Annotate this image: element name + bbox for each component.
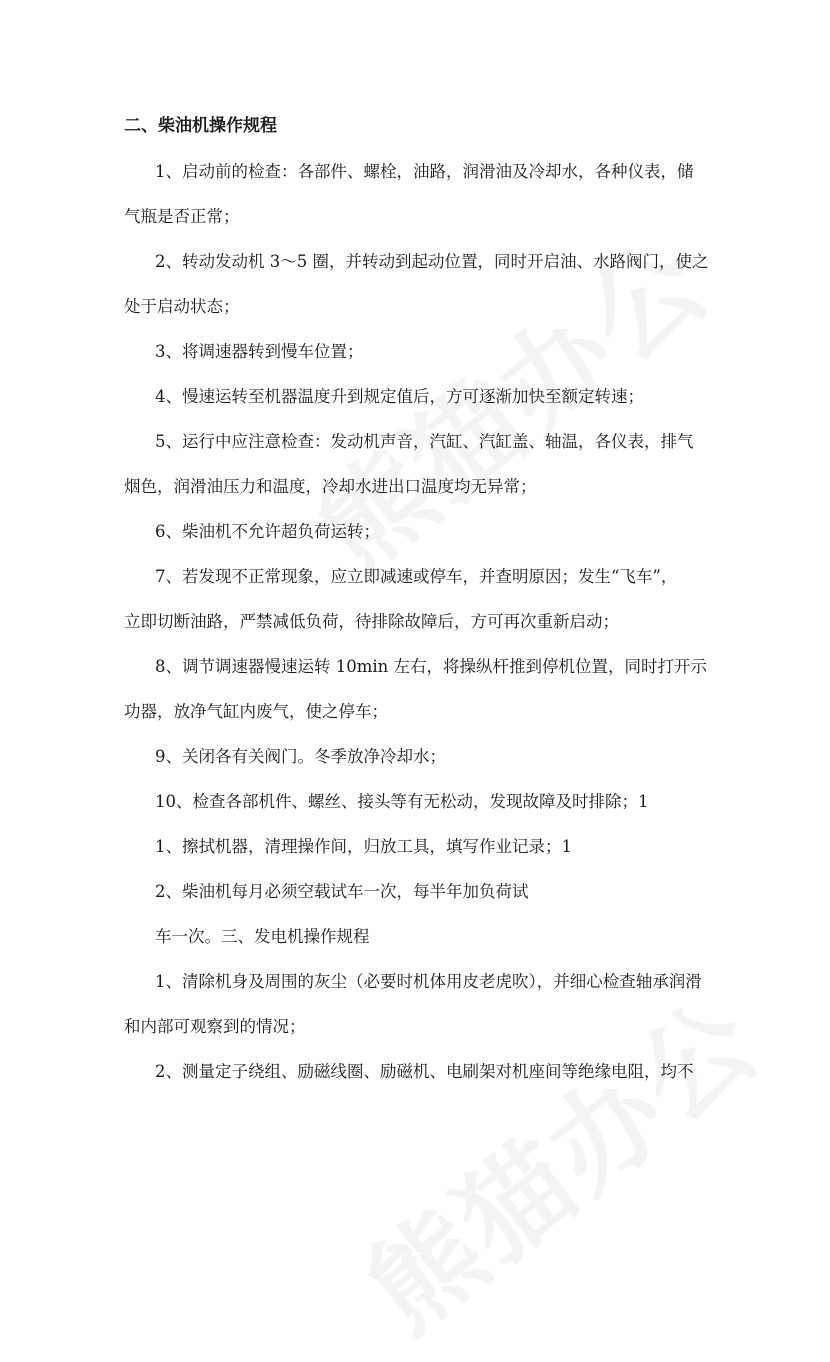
text-line: 3、将调速器转到慢车位置； [155, 342, 364, 361]
text-line: 1、清除机身及周围的灰尘（必要时机体用皮老虎吹），并细心检查轴承润滑 [155, 972, 702, 991]
text-line: 1、擦拭机器，清理操作间，归放工具，填写作业记录；1 [155, 837, 572, 856]
text-line: 立即切断油路，严禁减低负荷，待排除故障后，方可再次重新启动； [124, 612, 619, 631]
text-line: 气瓶是否正常； [124, 207, 240, 226]
paragraph-lines [124, 149, 714, 1094]
text-line: 功器，放净气缸内废气，使之停车； [124, 702, 388, 721]
text-line: 7、若发现不正常现象，应立即减速或停车，并查明原因；发生“飞车”， [155, 567, 678, 586]
text-line: 1、启动前的检查：各部件、螺栓，油路，润滑油及冷却水，各种仪表，储 [155, 162, 694, 181]
text-line: 和内部可观察到的情况； [124, 1017, 306, 1036]
text-line: 2、转动发动机 3～5 圈，并转动到起动位置，同时开启油、水路阀门，使之 [155, 252, 709, 271]
text-line: 9、关闭各有关阀门。冬季放净冷却水； [155, 747, 446, 766]
text-line: 2、柴油机每月必须空载试车一次，每半年加负荷试 [155, 882, 529, 901]
text-line: 8、调节调速器慢速运转 10min 左右，将操纵杆推到停机位置，同时打开示 [155, 657, 708, 676]
text-line: 2、测量定子绕组、励磁线圈、励磁机、电刷架对机座间等绝缘电阻，均不 [155, 1062, 694, 1081]
text-line: 烟色，润滑油压力和温度，冷却水进出口温度均无异常； [124, 477, 537, 496]
text-line: 5、运行中应注意检查：发动机声音，汽缸、汽缸盖、轴温，各仪表，排气 [155, 432, 694, 451]
text-line: 处于启动状态； [124, 297, 240, 316]
section-title: 二、柴油机操作规程 [124, 116, 277, 136]
document-body [124, 104, 714, 1094]
text-line: 6、柴油机不允许超负荷运转； [155, 522, 380, 541]
text-line: 4、慢速运转至机器温度升到规定值后，方可逐渐加快至额定转速； [155, 387, 644, 406]
text-line: 10、检查各部机件、螺丝、接头等有无松动，发现故障及时排除；1 [155, 792, 649, 811]
text-line: 车一次。三、发电机操作规程 [155, 927, 370, 946]
